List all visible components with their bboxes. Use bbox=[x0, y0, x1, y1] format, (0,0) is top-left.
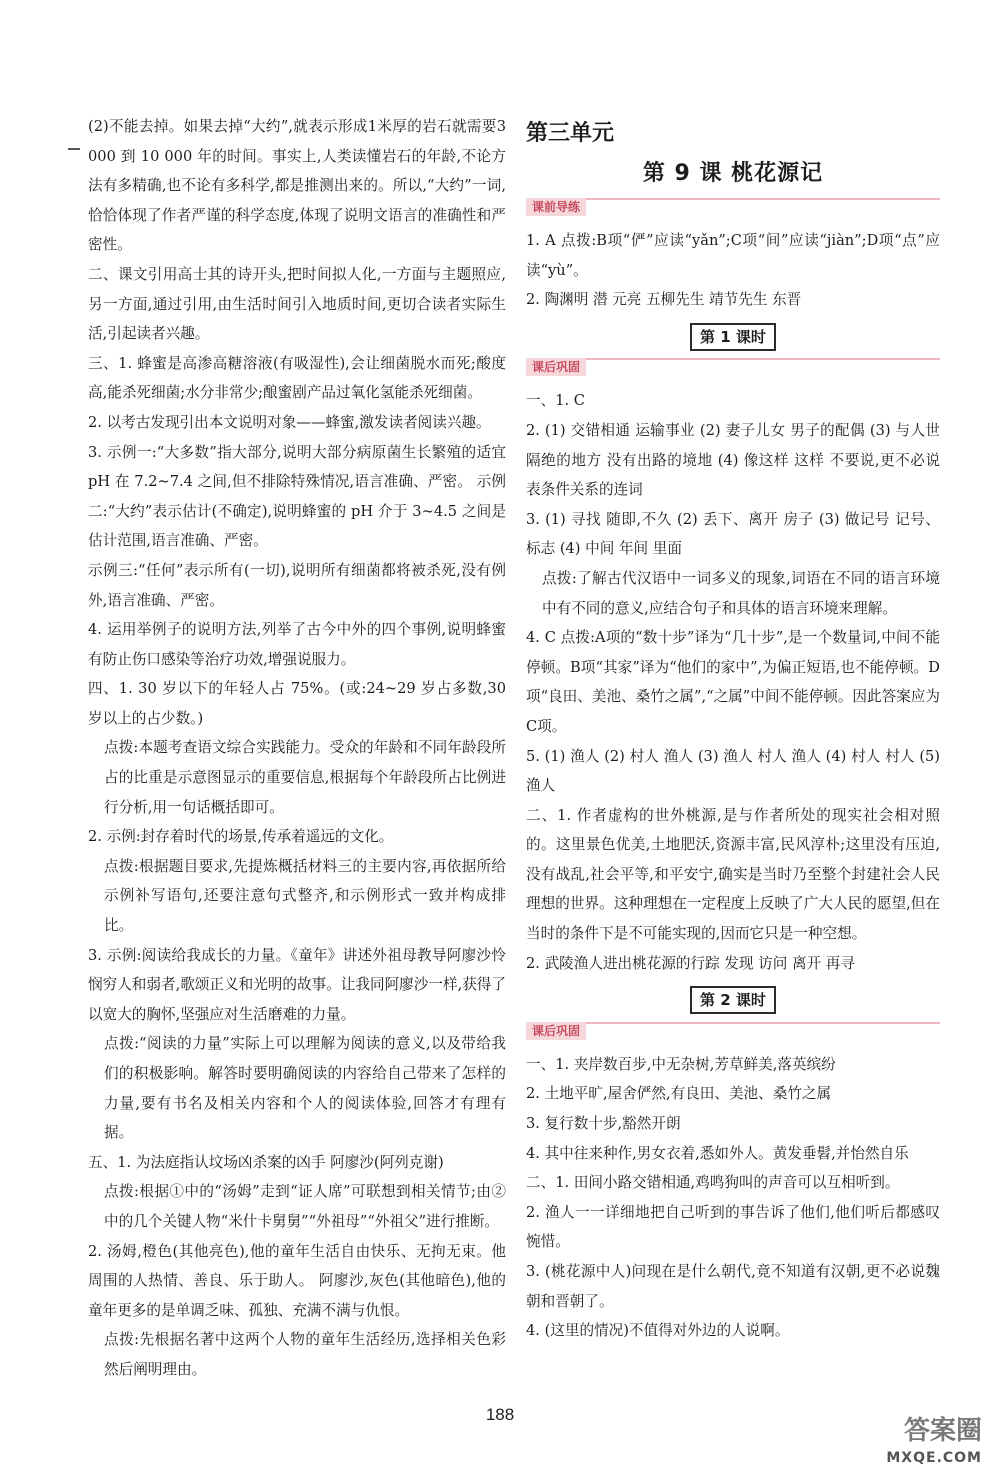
watermark-url: MXQE.COM bbox=[886, 1450, 982, 1466]
hint-line: 点拨:根据①中的“汤姆”走到“证人席”可联想到相关情节;由②中的几个关键人物“米什卡舅舅”“外祖母”“外祖父”进行推断。 bbox=[104, 1183, 506, 1230]
answer-line: 示例三:“任何”表示所有(一切),说明所有细菌都将被杀死,没有例外,语言准确、严密。 bbox=[88, 561, 506, 609]
hint-line: 点拨:根据题目要求,先提炼概括材料三的主要内容,再依据所给示例补写语句,还要注意句式整齐,和示例形式一致并构成排比。 bbox=[104, 857, 506, 935]
session-label: 第 2 课时 bbox=[690, 986, 776, 1014]
answer-line: 2. 汤姆,橙色(其他亮色),他的童年生活自由快乐、无拘无束。他周围的人热情、善良、乐于助人。 阿廖沙,灰色(其他暗色),他的童年更多的是单调乏味、孤独、充满不满与仇恨。 bbox=[88, 1242, 506, 1319]
answer-line: 3. 复行数十步,豁然开朗 bbox=[526, 1115, 681, 1133]
unit-title: 第三单元 bbox=[526, 121, 615, 146]
section-tag-after: 课后巩固 bbox=[526, 358, 586, 376]
session-heading bbox=[526, 323, 940, 353]
left-column bbox=[88, 112, 506, 1385]
answer-line: 二、课文引用高士其的诗开头,把时间拟人化,一方面与主题照应,另一方面,通过引用,由生活时间引入地质时间,更切合读者实际生活,引起读者兴趣。 bbox=[88, 265, 506, 343]
answer-line: 三、1. 蜂蜜是高渗高糖溶液(有吸湿性),会让细菌脱水而死;酸度高,能杀死细菌;水分非常少;酿蜜剧产品过氧化氢能杀死细菌。 bbox=[88, 354, 506, 402]
answer-line: 3. 示例:阅读给我成长的力量。《童年》讲述外祖母教导阿廖沙怜悯穷人和弱者,歌颂正义和光明的故事。让我同阿廖沙一样,获得了以宽大的胸怀,坚强应对生活磨难的力量。 bbox=[88, 946, 506, 1023]
answer-line: 2. 渔人一一详细地把自己听到的事告诉了他们,他们听后都感叹惋惜。 bbox=[526, 1203, 940, 1251]
answer-line: 二、1. 作者虚构的世外桃源,是与作者所处的现实社会相对照的。这里景色优美,土地肥沃,资源丰富,民风淳朴;这里没有压迫,没有战乱,社会平等,和平安宁,确实是当时乃至整个封建社会人民理想的世界。这种理想在一定程度上反映了广大人民的愿望,但在当时的条件下是不可能实现的,因而它只是一种空想。 bbox=[526, 806, 940, 943]
hint-line: 点拨:“阅读的力量”实际上可以理解为阅读的意义,以及带给我们的积极影响。解答时要明确阅读的内容给自己带来了怎样的力量,要有书名及相关内容和个人的阅读体验,回答才有理有据。 bbox=[104, 1035, 506, 1142]
answer-line: 4. C 点拨:A项的“数十步”译为“几十步”,是一个数量词,中间不能停顿。B项“其家”译为“他们的家中”,为偏正短语,也不能停顿。D项“良田、美池、桑竹之属”,“之属”中间不能停顿。因此答案应为C项。 bbox=[526, 629, 940, 735]
answer-line: 2. 以考古发现引出本文说明对象——蜂蜜,激发读者阅读兴趣。 bbox=[88, 413, 491, 431]
answer-line: 2. 土地平旷,屋舍俨然,有良田、美池、桑竹之属 bbox=[526, 1085, 832, 1103]
right-column bbox=[526, 112, 940, 1346]
hint-line: 点拨:了解古代汉语中一词多义的现象,词语在不同的语言环境中有不同的意义,应结合句子和具体的语言环境来理解。 bbox=[542, 569, 940, 617]
answer-line: 2. 武陵渔人进出桃花源的行踪 发现 访问 离开 再寻 bbox=[526, 954, 855, 972]
answer-line: 4. 运用举例子的说明方法,列举了古今中外的四个事例,说明蜂蜜有防止伤口感染等治疗功效,增强说服力。 bbox=[88, 621, 506, 668]
answer-line: 一、1. C bbox=[526, 392, 585, 410]
answer-line: 3. (1) 寻找 随即,不久 (2) 丢下、离开 房子 (3) 做记号 记号、标志 (4) 中间 年间 里面 bbox=[526, 510, 940, 558]
answer-line: 3. 示例一:“大多数”指大部分,说明大部分病原菌生长繁殖的适宜 pH 在 7.2~7.4 之间,但不排除特殊情况,语言准确、严密。 示例二:“大约”表示估计(不确定),说明蜂蜜的 pH 介于 3~4.5 之间是估计范围,语言准确、严密。 bbox=[88, 443, 506, 550]
section-divider bbox=[526, 198, 940, 226]
answer-line: 4. 其中往来种作,男女衣着,悉如外人。黄发垂髫,并怡然自乐 bbox=[526, 1144, 909, 1162]
lesson-title: 第 9 课 桃花源记 bbox=[642, 161, 824, 186]
hint-line: 点拨:本题考查语文综合实践能力。受众的年龄和不同年龄段所占的比重是示意图显示的重要信息,根据每个年龄段所占比例进行分析,用一句话概括即可。 bbox=[104, 739, 506, 816]
answer-line: 2. 陶渊明 潜 元亮 五柳先生 靖节先生 东晋 bbox=[526, 291, 802, 309]
answer-line: 2. (1) 交错相通 运输事业 (2) 妻子儿女 男子的配偶 (3) 与人世隔绝的地方 没有出路的境地 (4) 像这样 这样 不要说,更不必说 表条件关系的连词 bbox=[526, 421, 940, 499]
session-label: 第 1 课时 bbox=[690, 323, 776, 351]
section-tag-preview: 课前导练 bbox=[526, 198, 586, 216]
answer-line: 3. (桃花源中人)问现在是什么朝代,竟不知道有汉朝,更不必说魏朝和晋朝了。 bbox=[526, 1263, 940, 1310]
margin-mark bbox=[68, 148, 80, 150]
page-number: 188 bbox=[485, 1405, 515, 1424]
answer-line: 四、1. 30 岁以下的年轻人占 75%。(或:24~29 岁占多数,30 岁以上的占少数。) bbox=[88, 680, 506, 727]
answer-line: 4. (这里的情况)不值得对外边的人说啊。 bbox=[526, 1322, 790, 1340]
watermark-cn: 答案圈 bbox=[903, 1416, 982, 1446]
answer-line: 五、1. 为法庭指认坟场凶杀案的凶手 阿廖沙(阿列克谢) bbox=[88, 1153, 444, 1171]
answer-line: 5. (1) 渔人 (2) 村人 渔人 (3) 渔人 村人 渔人 (4) 村人 村人 (5) 渔人 bbox=[526, 747, 940, 795]
session-heading bbox=[526, 986, 940, 1016]
answer-line: 一、1. 夹岸数百步,中无杂树,芳草鲜美,落英缤纷 bbox=[526, 1055, 836, 1073]
answer-line: (2)不能去掉。如果去掉“大约”,就表示形成1米厚的岩石就需要3 000 到 10 000 年的时间。事实上,人类读懂岩石的年龄,不论方法有多精确,也不论有多科学,都是推测出来的。所以,“大约”一词,恰恰体现了作者严谨的科学态度,体现了说明文语言的准确性和严密性。 bbox=[88, 118, 506, 254]
section-divider bbox=[526, 358, 940, 386]
watermark-logo bbox=[862, 1408, 982, 1466]
answer-line: 2. 示例:封存着时代的场景,传承着遥远的文化。 bbox=[88, 828, 394, 846]
hint-line: 点拨:先根据名著中这两个人物的童年生活经历,选择相关色彩然后阐明理由。 bbox=[104, 1331, 506, 1378]
section-tag-after: 课后巩固 bbox=[526, 1022, 586, 1040]
answer-line: 1. A 点拨:B项“俨”应读“yǎn”;C项“间”应读“jiàn”;D项“点”应读“yù”。 bbox=[526, 232, 940, 279]
answer-line: 二、1. 田间小路交错相通,鸡鸣狗叫的声音可以互相听到。 bbox=[526, 1174, 900, 1192]
section-divider bbox=[526, 1022, 940, 1050]
